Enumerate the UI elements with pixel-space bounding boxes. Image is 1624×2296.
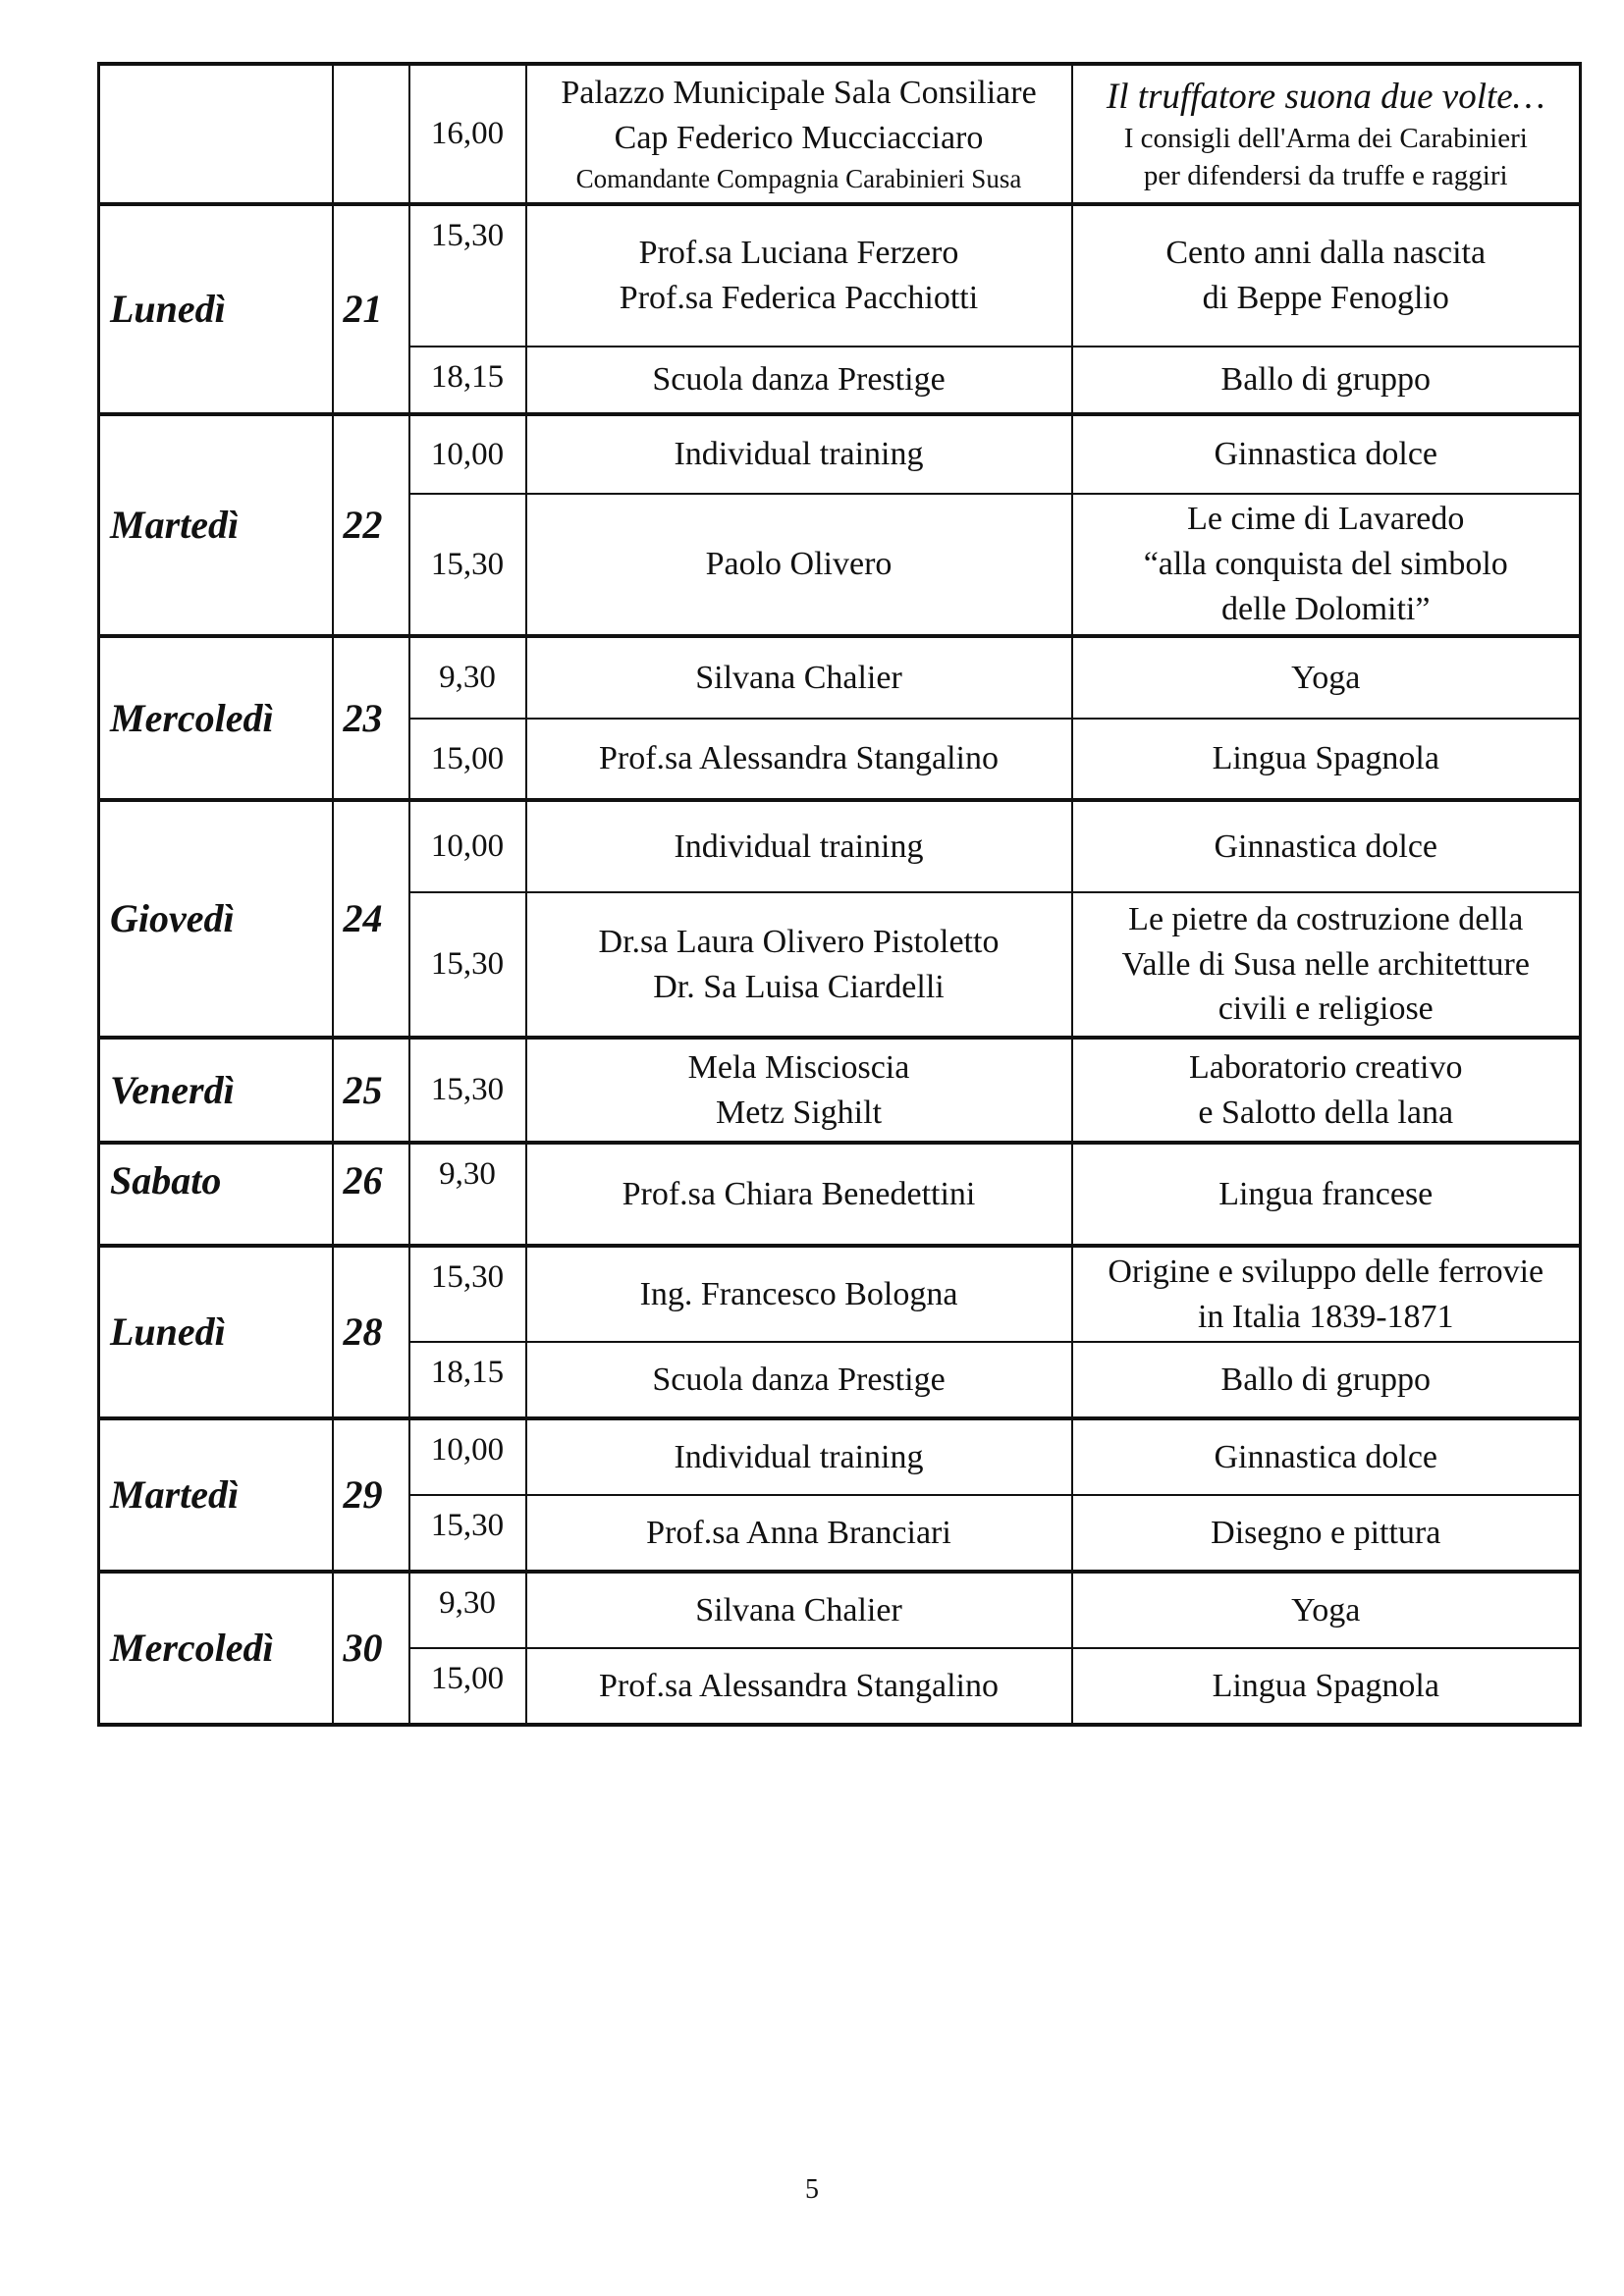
topic-line: in Italia 1839-1871 <box>1197 1298 1454 1335</box>
topic-line: e Salotto della lana <box>1198 1094 1454 1131</box>
presenter-line: Silvana Chalier <box>695 659 902 696</box>
schedule-row <box>99 204 1581 347</box>
presenter-cell <box>526 1038 1072 1143</box>
topic-cell <box>1072 1246 1581 1342</box>
presenter-line: Prof.sa Anna Branciari <box>646 1514 951 1551</box>
schedule-row <box>99 800 1581 892</box>
topic-line: I consigli dell'Arma dei Carabinieri <box>1123 122 1528 154</box>
presenter-cell <box>526 636 1072 719</box>
day-cell: Martedì <box>99 1418 333 1572</box>
presenter-cell <box>526 892 1072 1038</box>
topic-cell <box>1072 1038 1581 1143</box>
presenter-line: Prof.sa Federica Pacchiotti <box>619 280 979 316</box>
topic-line: Ginnastica dolce <box>1214 436 1438 473</box>
topic-cell <box>1072 1495 1581 1572</box>
topic-cell <box>1072 204 1581 347</box>
presenter-line: Palazzo Municipale Sala Consiliare <box>561 75 1037 112</box>
topic-title: Il truffatore suona due volte… <box>1106 76 1545 117</box>
schedule-row <box>99 414 1581 494</box>
topic-cell <box>1072 719 1581 800</box>
time-cell: 16,00 <box>409 64 526 204</box>
presenter-line: Individual training <box>674 828 924 865</box>
topic-cell <box>1072 892 1581 1038</box>
topic-line: Lingua francese <box>1218 1175 1434 1212</box>
presenter-line: Prof.sa Luciana Ferzero <box>638 235 959 272</box>
topic-cell <box>1072 1572 1581 1648</box>
date-cell: 21 <box>333 204 409 414</box>
page-number: 5 <box>805 2174 819 2205</box>
time-cell: 18,15 <box>409 347 526 414</box>
topic-line: delle Dolomiti” <box>1221 590 1431 627</box>
time-cell: 15,30 <box>409 494 526 636</box>
time-cell: 15,30 <box>409 204 526 347</box>
presenter-cell <box>526 347 1072 414</box>
date-cell: 29 <box>333 1418 409 1572</box>
time-cell: 15,00 <box>409 719 526 800</box>
topic-line: Ginnastica dolce <box>1214 1438 1438 1475</box>
topic-line: Cento anni dalla nascita <box>1165 235 1487 272</box>
topic-line: Ginnastica dolce <box>1214 828 1438 865</box>
topic-line: Disegno e pittura <box>1211 1514 1441 1551</box>
schedule-row <box>99 1572 1581 1648</box>
day-cell: Lunedì <box>99 1246 333 1418</box>
time-cell: 10,00 <box>409 414 526 494</box>
date-cell: 22 <box>333 414 409 636</box>
topic-line: Lingua Spagnola <box>1212 740 1439 777</box>
presenter-cell <box>526 1572 1072 1648</box>
time-cell: 9,30 <box>409 636 526 719</box>
presenter-cell <box>526 414 1072 494</box>
presenter-line: Individual training <box>674 436 924 473</box>
schedule-row <box>99 64 1581 204</box>
time-cell: 10,00 <box>409 1418 526 1495</box>
presenter-line: Scuola danza Prestige <box>652 361 946 399</box>
date-cell: 30 <box>333 1572 409 1725</box>
topic-line: Lingua Spagnola <box>1212 1667 1439 1704</box>
presenter-line: Comandante Compagnia Carabinieri Susa <box>575 164 1022 194</box>
day-cell <box>99 64 333 204</box>
presenter-cell <box>526 64 1072 204</box>
time-cell: 10,00 <box>409 800 526 892</box>
date-cell: 23 <box>333 636 409 800</box>
schedule-row <box>99 636 1581 719</box>
presenter-line: Mela Miscioscia <box>687 1048 910 1086</box>
presenter-cell <box>526 1246 1072 1342</box>
presenter-cell <box>526 204 1072 347</box>
date-cell: 26 <box>333 1143 409 1246</box>
date-cell: 25 <box>333 1038 409 1143</box>
day-cell: Sabato <box>99 1143 333 1246</box>
presenter-cell <box>526 800 1072 892</box>
time-cell: 15,30 <box>409 892 526 1038</box>
topic-line: Ballo di gruppo <box>1220 361 1431 399</box>
topic-cell <box>1072 1418 1581 1495</box>
schedule-row <box>99 1038 1581 1143</box>
presenter-line: Prof.sa Alessandra Stangalino <box>599 740 999 777</box>
presenter-line: Ing. Francesco Bologna <box>639 1275 958 1312</box>
topic-cell <box>1072 414 1581 494</box>
schedule-row <box>99 1143 1581 1246</box>
day-cell: Lunedì <box>99 204 333 414</box>
presenter-line: Paolo Olivero <box>705 546 893 583</box>
time-cell: 15,30 <box>409 1246 526 1342</box>
presenter-cell <box>526 1648 1072 1725</box>
time-cell: 9,30 <box>409 1572 526 1648</box>
presenter-line: Scuola danza Prestige <box>652 1361 946 1398</box>
topic-cell <box>1072 1342 1581 1418</box>
day-cell: Mercoledì <box>99 636 333 800</box>
time-cell: 15,00 <box>409 1648 526 1725</box>
day-cell: Giovedì <box>99 800 333 1038</box>
topic-cell <box>1072 494 1581 636</box>
time-cell: 15,30 <box>409 1038 526 1143</box>
presenter-line: Cap Federico Mucciacciaro <box>614 120 984 157</box>
presenter-line: Dr. Sa Luisa Ciardelli <box>653 968 945 1005</box>
topic-cell <box>1072 347 1581 414</box>
time-cell: 9,30 <box>409 1143 526 1246</box>
topic-line: Le pietre da costruzione della <box>1128 900 1524 937</box>
topic-cell <box>1072 800 1581 892</box>
topic-line: Origine e sviluppo delle ferrovie <box>1108 1253 1544 1290</box>
presenter-line: Metz Sighilt <box>715 1094 883 1131</box>
presenter-line: Prof.sa Alessandra Stangalino <box>599 1667 999 1704</box>
date-cell: 28 <box>333 1246 409 1418</box>
day-cell: Martedì <box>99 414 333 636</box>
presenter-line: Prof.sa Chiara Benedettini <box>622 1175 976 1212</box>
presenter-line: Dr.sa Laura Olivero Pistoletto <box>598 923 1000 960</box>
day-cell: Mercoledì <box>99 1572 333 1725</box>
day-cell: Venerdì <box>99 1038 333 1143</box>
topic-line: Laboratorio creativo <box>1189 1048 1463 1086</box>
presenter-line: Individual training <box>674 1438 924 1475</box>
presenter-cell <box>526 1495 1072 1572</box>
date-cell: 24 <box>333 800 409 1038</box>
time-cell: 18,15 <box>409 1342 526 1418</box>
topic-cell <box>1072 1143 1581 1246</box>
presenter-cell <box>526 1143 1072 1246</box>
presenter-cell <box>526 719 1072 800</box>
presenter-line: Silvana Chalier <box>695 1591 902 1629</box>
topic-line: Valle di Susa nelle architetture <box>1121 945 1530 983</box>
topic-cell <box>1072 636 1581 719</box>
topic-line: “alla conquista del simbolo <box>1143 546 1508 583</box>
topic-line: Yoga <box>1291 1591 1361 1629</box>
topic-cell <box>1072 64 1581 204</box>
schedule-row <box>99 1418 1581 1495</box>
topic-line: Le cime di Lavaredo <box>1187 501 1465 538</box>
topic-line: Yoga <box>1291 659 1361 696</box>
topic-cell <box>1072 1648 1581 1725</box>
presenter-cell <box>526 494 1072 636</box>
presenter-cell <box>526 1342 1072 1418</box>
presenter-cell <box>526 1418 1072 1495</box>
topic-line: Ballo di gruppo <box>1220 1361 1431 1398</box>
schedule-row <box>99 1246 1581 1342</box>
topic-line: per difendersi da truffe e raggiri <box>1143 159 1508 191</box>
schedule-table <box>97 62 1582 1727</box>
topic-line: civili e religiose <box>1218 990 1434 1028</box>
time-cell: 15,30 <box>409 1495 526 1572</box>
date-cell <box>333 64 409 204</box>
topic-line: di Beppe Fenoglio <box>1202 280 1449 316</box>
